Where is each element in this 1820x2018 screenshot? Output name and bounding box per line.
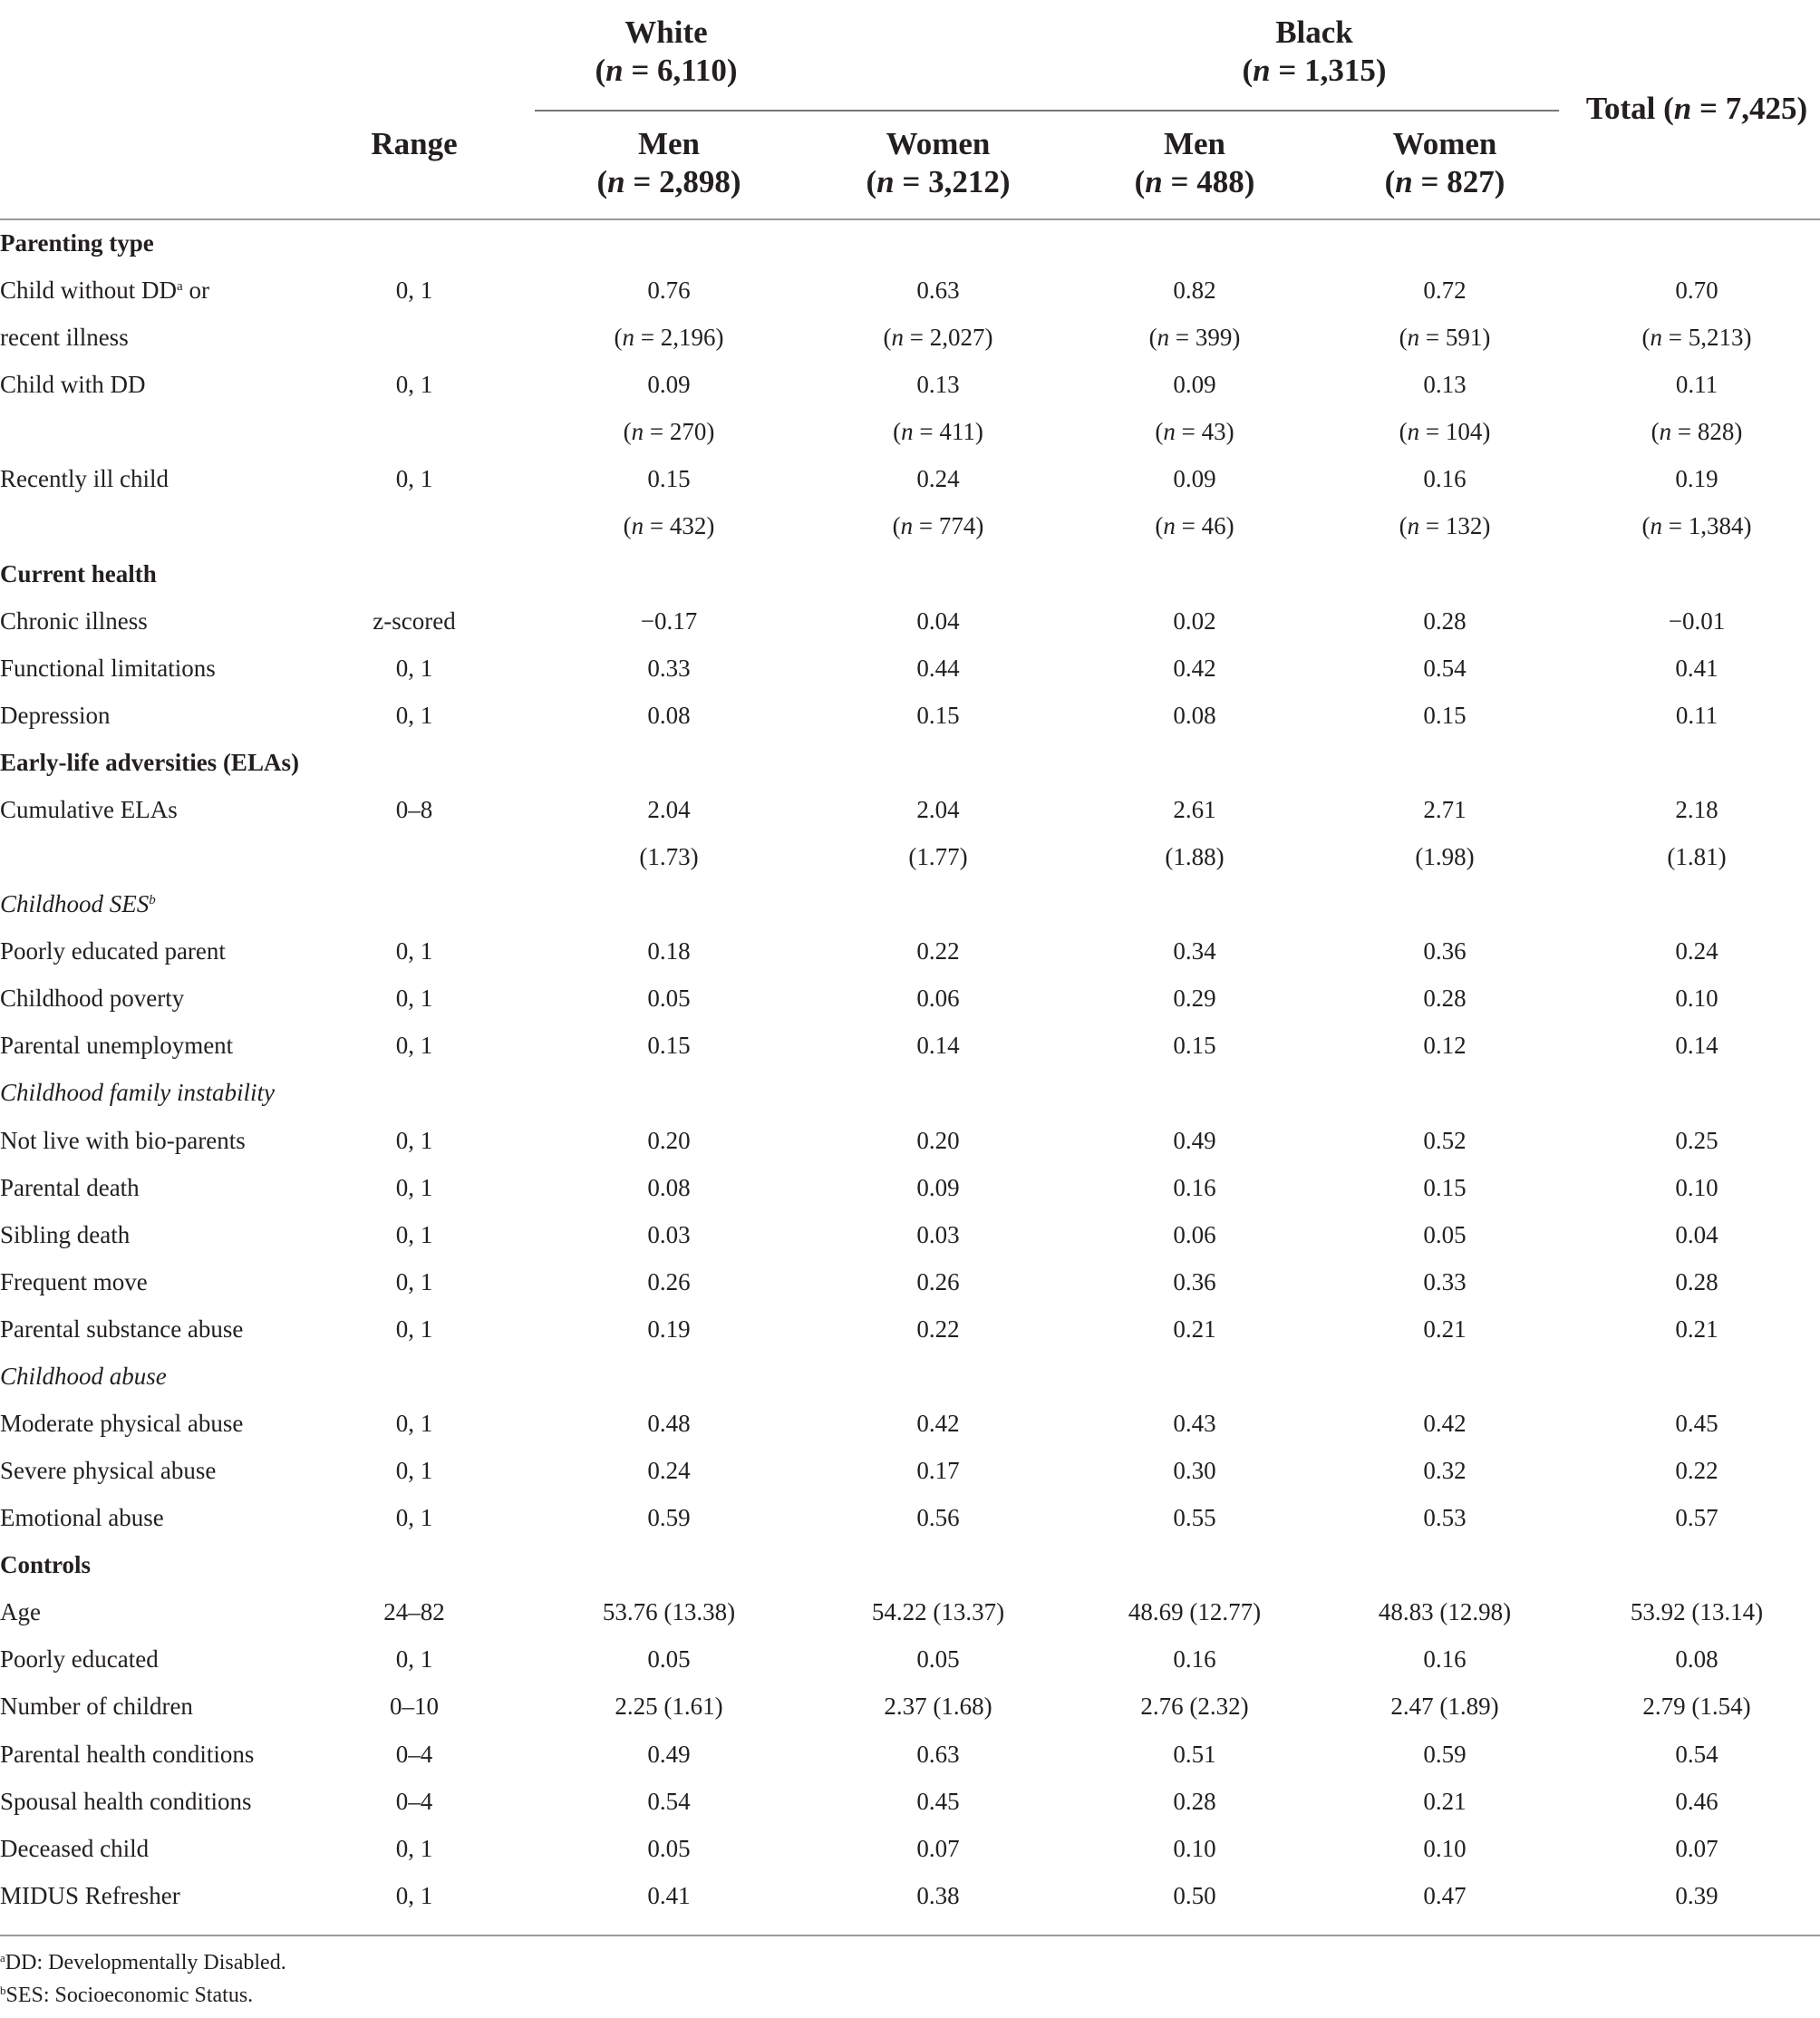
- row-label: Number of children: [0, 1693, 193, 1721]
- cell-white-men: 0.54: [647, 1787, 691, 1815]
- cell-black-men: 0.28: [1173, 1787, 1216, 1815]
- cell-white-men: 0.26: [647, 1267, 691, 1295]
- row-label: Parental death: [0, 1173, 140, 1201]
- range-cell: 0, 1: [395, 1457, 433, 1485]
- table-row: [0, 1731, 1820, 1778]
- table-row: [0, 314, 1820, 361]
- cell-white-men: 0.49: [647, 1740, 691, 1768]
- cell-black-men: 0.06: [1173, 1220, 1216, 1248]
- row-label: Sibling death: [0, 1220, 131, 1248]
- cell-black-women: (n = 591): [1399, 324, 1491, 352]
- header-black-n: (n = 1,315): [1242, 53, 1387, 88]
- cell-white-women: (n = 411): [893, 418, 983, 446]
- table-row: [0, 645, 1820, 692]
- cell-black-women: 0.28: [1423, 606, 1467, 635]
- cell-black-men: 0.10: [1173, 1834, 1216, 1862]
- cell-total: 0.57: [1675, 1504, 1718, 1532]
- header-black-label: Black: [1275, 15, 1353, 50]
- cell-white-men: 0.05: [647, 1834, 691, 1862]
- footnote-marker: a: [177, 279, 183, 295]
- table-row: [0, 455, 1820, 502]
- cell-white-men: 0.05: [647, 1645, 691, 1674]
- row-label: Early-life adversities (ELAs): [0, 748, 299, 776]
- cell-total: (1.81): [1667, 843, 1727, 871]
- row-label: Childhood SES$^b$: [0, 890, 156, 918]
- cell-white-men: (n = 2,196): [614, 324, 724, 352]
- cell-white-women: 0.63: [916, 1740, 960, 1768]
- cell-black-men: 0.82: [1173, 277, 1216, 305]
- cell-total: 0.28: [1675, 1267, 1718, 1295]
- section-heading-row: [0, 1541, 1820, 1588]
- cell-total: 53.92 (13.14): [1630, 1598, 1764, 1626]
- table-row: [0, 833, 1820, 880]
- table-row: [0, 1588, 1820, 1635]
- cell-white-women: 0.09: [916, 1173, 960, 1201]
- cell-black-women: (n = 132): [1399, 512, 1491, 540]
- cell-total: 2.79 (1.54): [1642, 1693, 1751, 1721]
- cell-white-women: 0.44: [916, 654, 960, 682]
- cell-black-men: 0.29: [1173, 985, 1216, 1013]
- footnote-a-mark: a: [0, 1951, 5, 1965]
- cell-black-women: 0.15: [1423, 1173, 1467, 1201]
- row-label: Moderate physical abuse: [0, 1410, 244, 1437]
- cell-white-men: 0.08: [647, 1173, 691, 1201]
- cell-total: 0.11: [1675, 701, 1718, 729]
- cell-white-women: 0.05: [916, 1645, 960, 1674]
- cell-black-men: 0.34: [1173, 937, 1216, 965]
- cell-total: (n = 828): [1651, 418, 1743, 446]
- subsection-heading-row: [0, 1353, 1820, 1400]
- header-white-men: Men (n = 2,898): [596, 126, 741, 199]
- cell-black-men: 48.69 (12.77): [1128, 1598, 1262, 1626]
- range-cell: z-scored: [373, 606, 456, 635]
- cell-white-men: −0.17: [640, 606, 698, 635]
- row-label: MIDUS Refresher: [0, 1881, 180, 1909]
- row-label: Age: [0, 1598, 41, 1626]
- cell-black-men: 0.55: [1173, 1504, 1216, 1532]
- footnote-b-text: SES: Socioeconomic Status.: [5, 1984, 254, 2007]
- cell-total: 0.10: [1675, 985, 1718, 1013]
- cell-black-men: 0.51: [1173, 1740, 1216, 1768]
- cell-black-women: 0.53: [1423, 1504, 1467, 1532]
- cell-white-men: 2.25 (1.61): [615, 1693, 723, 1721]
- cell-total: 0.11: [1675, 371, 1718, 399]
- footnote-a: [0, 1949, 286, 1976]
- cell-total: 0.25: [1675, 1126, 1718, 1154]
- cell-black-men: 0.09: [1173, 465, 1216, 493]
- cell-black-men: 0.36: [1173, 1267, 1216, 1295]
- cell-total: 0.19: [1675, 465, 1718, 493]
- cell-black-women: 0.21: [1423, 1315, 1467, 1343]
- cell-white-women: 54.22 (13.37): [871, 1598, 1005, 1626]
- cell-black-women: 0.21: [1423, 1787, 1467, 1815]
- cell-white-women: 0.26: [916, 1267, 960, 1295]
- row-label: Childhood poverty: [0, 985, 185, 1013]
- range-cell: 0, 1: [395, 701, 433, 729]
- header-white-label: White: [624, 15, 708, 50]
- row-label: Parental health conditions: [0, 1740, 255, 1768]
- row-label: Child without $DD^a$ or: [0, 277, 209, 305]
- cell-white-women: 2.04: [916, 795, 960, 823]
- table-row: [0, 1635, 1820, 1683]
- cell-white-men: 0.41: [647, 1881, 691, 1909]
- footnote-b-mark: b: [0, 1984, 6, 1997]
- cell-white-men: 0.76: [647, 277, 691, 305]
- range-cell: 0, 1: [395, 1410, 433, 1437]
- table-row: [0, 267, 1820, 314]
- range-cell: 0, 1: [395, 1315, 433, 1343]
- range-cell: 0, 1: [395, 277, 433, 305]
- cell-black-men: 0.16: [1173, 1645, 1216, 1674]
- header-range: Range: [371, 126, 458, 161]
- header-white-women: Women (n = 3,212): [866, 126, 1011, 199]
- range-cell: 0, 1: [395, 1504, 433, 1532]
- table-row: [0, 1164, 1820, 1211]
- cell-white-women: (1.77): [908, 843, 968, 871]
- cell-total: 0.10: [1675, 1173, 1718, 1201]
- row-label: Not live with bio-parents: [0, 1126, 246, 1154]
- cell-black-men: 0.21: [1173, 1315, 1216, 1343]
- header-white-n: (n = 6,110): [595, 53, 738, 88]
- cell-black-women: 0.16: [1423, 1645, 1467, 1674]
- cell-black-women: 0.42: [1423, 1410, 1467, 1437]
- cell-white-men: 0.05: [647, 985, 691, 1013]
- table-row: [0, 1258, 1820, 1305]
- range-cell: 0, 1: [395, 1267, 433, 1295]
- cell-white-men: 0.15: [647, 1032, 691, 1060]
- cell-black-men: (n = 46): [1155, 512, 1234, 540]
- cell-total: 0.04: [1675, 1220, 1718, 1248]
- cell-white-women: (n = 2,027): [883, 324, 993, 352]
- cell-black-women: (1.98): [1415, 843, 1475, 871]
- row-label: Poorly educated: [0, 1645, 159, 1674]
- table-row: [0, 692, 1820, 739]
- cell-white-women: 0.38: [916, 1881, 960, 1909]
- section-heading-row: [0, 739, 1820, 786]
- row-label: Depression: [0, 701, 111, 729]
- cell-total: 2.18: [1675, 795, 1718, 823]
- footnote-a-text: DD: Developmentally Disabled.: [5, 1951, 286, 1974]
- cell-white-women: 0.03: [916, 1220, 960, 1248]
- cell-black-men: (n = 43): [1155, 418, 1234, 446]
- row-label: Childhood abuse: [0, 1362, 167, 1390]
- cell-white-women: 0.42: [916, 1410, 960, 1437]
- cell-white-men: (n = 432): [623, 512, 715, 540]
- cell-black-men: 0.08: [1173, 701, 1216, 729]
- cell-white-men: 0.24: [647, 1457, 691, 1485]
- cell-total: 0.41: [1675, 654, 1718, 682]
- row-label: Functional limitations: [0, 654, 216, 682]
- table-row: [0, 1683, 1820, 1730]
- footnote-marker: b: [149, 893, 156, 908]
- cell-black-men: 0.50: [1173, 1881, 1216, 1909]
- cell-white-women: 0.63: [916, 277, 960, 305]
- row-label: Parental substance abuse: [0, 1315, 244, 1343]
- range-cell: 0, 1: [395, 654, 433, 682]
- table-bottom-rule: [0, 1935, 1820, 1936]
- cell-black-women: 0.13: [1423, 371, 1467, 399]
- table-row: [0, 1494, 1820, 1541]
- range-cell: 0, 1: [395, 371, 433, 399]
- cell-white-women: 0.45: [916, 1787, 960, 1815]
- row-label: recent illness: [0, 324, 129, 352]
- table-row: [0, 502, 1820, 549]
- cell-white-women: 0.56: [916, 1504, 960, 1532]
- range-cell: 24–82: [383, 1598, 445, 1626]
- cell-black-women: 48.83 (12.98): [1378, 1598, 1512, 1626]
- cell-black-women: 2.47 (1.89): [1390, 1693, 1499, 1721]
- row-label: Severe physical abuse: [0, 1457, 217, 1485]
- range-cell: 0, 1: [395, 1220, 433, 1248]
- range-cell: 0, 1: [395, 1881, 433, 1909]
- header-total: Total (n = 7,425): [1585, 91, 1808, 126]
- table-row: [0, 408, 1820, 455]
- range-cell: 0, 1: [395, 985, 433, 1013]
- cell-white-women: 0.20: [916, 1126, 960, 1154]
- header-black-group: [1133, 14, 1496, 90]
- cell-black-women: 0.28: [1423, 985, 1467, 1013]
- table-row: [0, 975, 1820, 1022]
- cell-black-men: 0.42: [1173, 654, 1216, 682]
- cell-white-women: 0.24: [916, 465, 960, 493]
- table-row: [0, 597, 1820, 645]
- cell-total: −0.01: [1668, 606, 1726, 635]
- cell-black-women: 0.54: [1423, 654, 1467, 682]
- row-label: Poorly educated parent: [0, 937, 226, 965]
- header-white-group: [485, 14, 847, 90]
- cell-white-men: 0.09: [647, 371, 691, 399]
- header-black-women: Women (n = 827): [1384, 126, 1505, 199]
- cell-total: 0.45: [1675, 1410, 1718, 1437]
- cell-white-men: (1.73): [639, 843, 699, 871]
- table-row: [0, 1211, 1820, 1258]
- row-label: Recently ill child: [0, 465, 169, 493]
- cell-total: 0.14: [1675, 1032, 1718, 1060]
- cell-white-men: 53.76 (13.38): [602, 1598, 736, 1626]
- row-label: Emotional abuse: [0, 1504, 164, 1532]
- cell-white-women: 0.13: [916, 371, 960, 399]
- cell-total: (n = 5,213): [1641, 324, 1752, 352]
- cell-white-men: 0.59: [647, 1504, 691, 1532]
- cell-white-men: (n = 270): [623, 418, 715, 446]
- cell-white-women: 0.17: [916, 1457, 960, 1485]
- section-heading-row: [0, 550, 1820, 597]
- footnote-b: [0, 1982, 253, 2009]
- row-label: Chronic illness: [0, 606, 148, 635]
- cell-white-men: 2.04: [647, 795, 691, 823]
- row-label: Cumulative ELAs: [0, 795, 178, 823]
- range-cell: 0, 1: [395, 1645, 433, 1674]
- cell-black-men: 0.09: [1173, 371, 1216, 399]
- cell-total: 0.54: [1675, 1740, 1718, 1768]
- range-cell: 0, 1: [395, 1834, 433, 1862]
- cell-black-men: (n = 399): [1148, 324, 1241, 352]
- cell-total: 0.70: [1675, 277, 1718, 305]
- header-group-rule: [535, 110, 1559, 112]
- row-label: Spousal health conditions: [0, 1787, 252, 1815]
- range-cell: 0–4: [395, 1787, 433, 1815]
- row-label: Parenting type: [0, 229, 154, 257]
- cell-total: (n = 1,384): [1641, 512, 1752, 540]
- cell-total: 0.24: [1675, 937, 1718, 965]
- range-cell: 0, 1: [395, 1032, 433, 1060]
- header-black-men: Men (n = 488): [1134, 126, 1255, 199]
- subsection-heading-row: [0, 880, 1820, 927]
- row-label: Current health: [0, 559, 157, 587]
- cell-black-women: 0.59: [1423, 1740, 1467, 1768]
- cell-white-women: 0.22: [916, 937, 960, 965]
- cell-black-men: 0.15: [1173, 1032, 1216, 1060]
- cell-black-women: 0.16: [1423, 465, 1467, 493]
- cell-white-men: 0.19: [647, 1315, 691, 1343]
- cell-white-women: 0.14: [916, 1032, 960, 1060]
- table-row: [0, 1447, 1820, 1494]
- cell-black-women: 0.47: [1423, 1881, 1467, 1909]
- range-cell: 0, 1: [395, 937, 433, 965]
- subsection-heading-row: [0, 1069, 1820, 1116]
- cell-white-men: 0.03: [647, 1220, 691, 1248]
- cell-black-men: (1.88): [1165, 843, 1225, 871]
- cell-black-women: 0.72: [1423, 277, 1467, 305]
- cell-black-men: 0.30: [1173, 1457, 1216, 1485]
- cell-white-men: 0.48: [647, 1410, 691, 1437]
- cell-white-women: 0.06: [916, 985, 960, 1013]
- cell-white-men: 0.20: [647, 1126, 691, 1154]
- row-label: Controls: [0, 1551, 92, 1579]
- cell-black-women: 0.32: [1423, 1457, 1467, 1485]
- cell-black-men: 2.76 (2.32): [1140, 1693, 1249, 1721]
- row-label: Deceased child: [0, 1834, 150, 1862]
- cell-total: 0.08: [1675, 1645, 1718, 1674]
- cell-total: 0.21: [1675, 1315, 1718, 1343]
- range-cell: 0, 1: [395, 1173, 433, 1201]
- cell-black-men: 0.43: [1173, 1410, 1216, 1437]
- cell-black-women: 0.15: [1423, 701, 1467, 729]
- range-cell: 0–10: [390, 1693, 439, 1721]
- cell-total: 0.46: [1675, 1787, 1718, 1815]
- cell-white-women: 2.37 (1.68): [884, 1693, 992, 1721]
- range-cell: 0, 1: [395, 1126, 433, 1154]
- cell-black-men: 0.16: [1173, 1173, 1216, 1201]
- table-row: [0, 1400, 1820, 1447]
- cell-white-women: 0.15: [916, 701, 960, 729]
- cell-white-women: 0.22: [916, 1315, 960, 1343]
- table-row: [0, 361, 1820, 408]
- range-cell: 0, 1: [395, 465, 433, 493]
- range-cell: 0–4: [395, 1740, 433, 1768]
- cell-black-men: 0.02: [1173, 606, 1216, 635]
- cell-white-men: 0.33: [647, 654, 691, 682]
- table-row: [0, 786, 1820, 833]
- table-row: [0, 1872, 1820, 1919]
- cell-white-women: 0.04: [916, 606, 960, 635]
- cell-total: 0.39: [1675, 1881, 1718, 1909]
- range-cell: 0–8: [395, 795, 433, 823]
- cell-black-women: 2.71: [1423, 795, 1467, 823]
- cell-black-women: 0.12: [1423, 1032, 1467, 1060]
- cell-total: 0.22: [1675, 1457, 1718, 1485]
- cell-black-women: 0.10: [1423, 1834, 1467, 1862]
- table-row: [0, 1117, 1820, 1164]
- cell-white-women: 0.07: [916, 1834, 960, 1862]
- row-label: Frequent move: [0, 1267, 148, 1295]
- cell-black-women: 0.33: [1423, 1267, 1467, 1295]
- cell-black-women: 0.52: [1423, 1126, 1467, 1154]
- cell-black-women: 0.36: [1423, 937, 1467, 965]
- cell-white-men: 0.18: [647, 937, 691, 965]
- cell-white-men: 0.08: [647, 701, 691, 729]
- row-label: Child with DD: [0, 371, 146, 399]
- table-row: [0, 1022, 1820, 1069]
- cell-total: 0.07: [1675, 1834, 1718, 1862]
- table-row: [0, 927, 1820, 975]
- cell-white-women: (n = 774): [892, 512, 984, 540]
- cell-black-men: 2.61: [1173, 795, 1216, 823]
- cell-black-women: (n = 104): [1399, 418, 1491, 446]
- cell-white-men: 0.15: [647, 465, 691, 493]
- section-heading-row: [0, 219, 1820, 267]
- table-row: [0, 1825, 1820, 1872]
- table-row: [0, 1778, 1820, 1825]
- row-label: Childhood family instability: [0, 1079, 275, 1107]
- table-row: [0, 1305, 1820, 1353]
- cell-black-women: 0.05: [1423, 1220, 1467, 1248]
- cell-black-men: 0.49: [1173, 1126, 1216, 1154]
- row-label: Parental unemployment: [0, 1032, 234, 1060]
